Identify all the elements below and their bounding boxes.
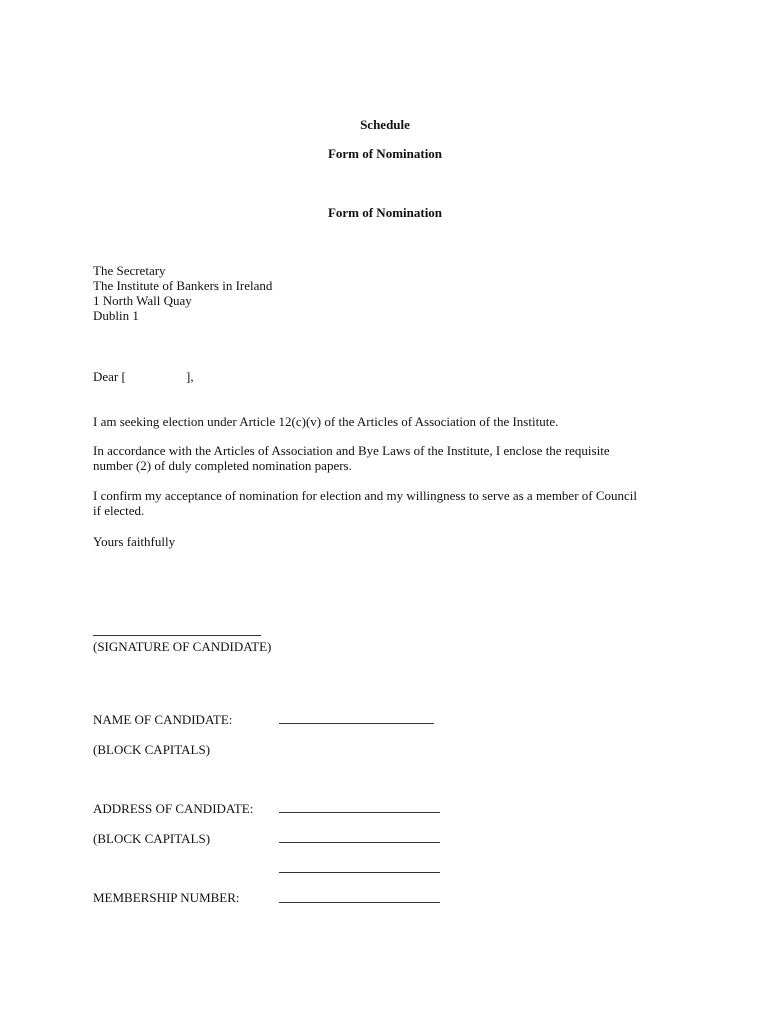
- body-paragraph-line: number (2) of duly completed nomination papers.: [93, 458, 352, 473]
- name-block-capitals-note: (BLOCK CAPITALS): [93, 742, 211, 757]
- address-input-line[interactable]: [279, 812, 440, 813]
- name-input-line[interactable]: [279, 723, 434, 724]
- signature-line[interactable]: [93, 635, 261, 636]
- signature-label: (SIGNATURE OF CANDIDATE): [93, 639, 272, 654]
- membership-number-label: MEMBERSHIP NUMBER:: [93, 890, 240, 905]
- name-label: NAME OF CANDIDATE:: [93, 712, 233, 727]
- address-line: 1 North Wall Quay: [93, 293, 192, 308]
- address-line: Dublin 1: [93, 308, 139, 323]
- body-paragraph-line: In accordance with the Articles of Association and Bye Laws of the Institute, I enclose the requisite: [93, 443, 610, 458]
- form-title-repeat: Form of Nomination: [327, 205, 443, 220]
- body-paragraph-line: I confirm my acceptance of nomination for election and my willingness to serve as a member of Council: [93, 488, 638, 503]
- address-line: The Secretary: [93, 263, 166, 278]
- body-paragraph: I am seeking election under Article 12(c)(v) of the Articles of Association of the Institute.: [93, 414, 559, 429]
- address-label: ADDRESS OF CANDIDATE:: [93, 801, 254, 816]
- salutation-open: Dear [: [93, 369, 126, 384]
- form-title: Form of Nomination: [327, 146, 443, 161]
- closing: Yours faithfully: [93, 534, 176, 549]
- salutation-close: ],: [186, 369, 194, 384]
- address-block-capitals-note: (BLOCK CAPITALS): [93, 831, 211, 846]
- address-input-line[interactable]: [279, 842, 440, 843]
- body-paragraph-line: if elected.: [93, 503, 145, 518]
- schedule-heading: Schedule: [360, 117, 410, 132]
- address-line: The Institute of Bankers in Ireland: [93, 278, 273, 293]
- membership-number-input-line[interactable]: [279, 902, 440, 903]
- address-input-line[interactable]: [279, 872, 440, 873]
